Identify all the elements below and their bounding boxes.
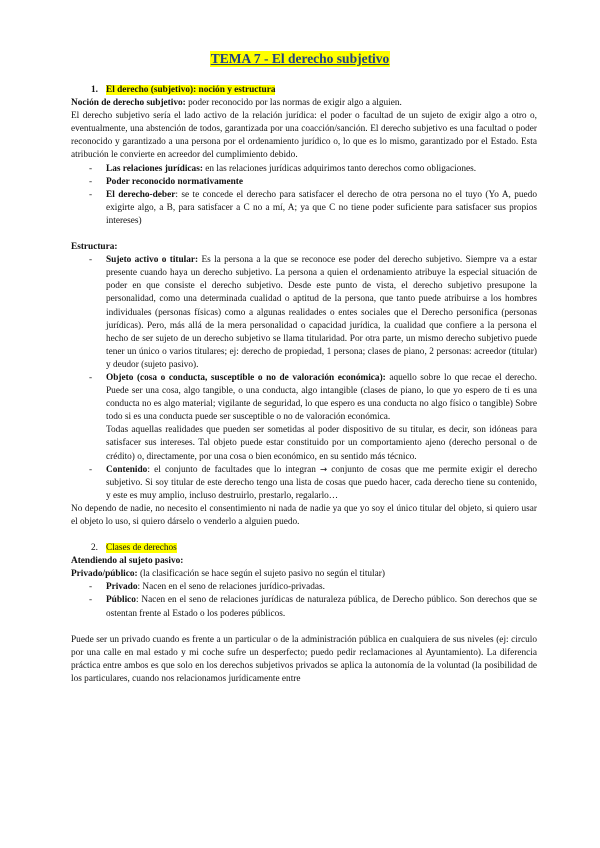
- concept-list: [71, 163, 537, 228]
- section-1-number: 1.: [91, 85, 98, 95]
- list-item-objeto: - Objeto (cosa o conducta, susceptible o no de valoración económica): aquello sobre lo que recae el derecho. Puede ser una cosa, algo tangible, o una conducta, algo intangible (clases de piano, lo que yo espero de ti es una conducta no es algo material; vigilante de seguridad, lo que espero es una conducta no algo físico o tangible) Sobre todo si es una conducta puede ser susceptible o no de valoración económica.: [71, 372, 537, 424]
- spacer: [71, 529, 537, 542]
- paragraph-1: El derecho subjetivo sería el lado activo de la relación jurídica: el poder o facultad de un sujeto de exigir algo a otro o, eventualmente, una abstención de todos, garantizada por una coacción/sanción. El derecho subjetivo es una facultad o poder reconocido y garantizado a una persona por el ordenamiento jurídico o, lo que es lo mismo, garantizado por el Estado. Esta atribución le convierte en acreedor del cumplimiento debido.: [71, 111, 537, 161]
- section-1-title: El derecho (subjetivo): noción y estructura: [106, 85, 276, 95]
- nocion-paragraph: [71, 97, 537, 110]
- atendiendo-label: Atendiendo al sujeto pasivo:: [71, 556, 184, 567]
- list-item: - El derecho-deber: se te concede el derecho para satisfacer el derecho de otra persona no el tuyo (Yo A, puedo exigirte algo, a B, para satisfacer a C no a mí, A; ya que C no tiene poder suficiente para satisfacer sus propios intereses): [71, 189, 537, 228]
- section-1-heading: [91, 84, 537, 97]
- list-item-sujeto: - Sujeto activo o titular: Es la persona a la que se reconoce ese poder del derecho subjetivo. Siempre va a estar presente cuando haya un derecho subjetivo. La persona a quien el ordenamiento atribuye la especial situación de poder en que consiste el derecho subjetivo. Desde este punto de vista, el derecho subjetivo presupone la personalidad, como una determinada cualidad o aptitud de la persona, que tanto puede atribuirse a los hombres individuales (personas físicas) como a algunas realidades o entes sociales que el Derecho personifica (personas jurídicas). Pero, más allá de la mera personalidad o capacidad jurídica, la cualidad que confiere a la persona el hecho de ser sujeto de un derecho subjetivo se llama titularidad. Por otra parte, un mismo derecho subjetivo puede tener un único o varios titulares; ej: derecho de propiedad, 1 persona; clases de piano, 2 personas: acreedor (titular) y deudor (sujeto pasivo).: [71, 254, 537, 372]
- document-title: TEMA 7 - El derecho subjetivo: [210, 51, 390, 66]
- clases-list: [71, 581, 537, 620]
- list-item: - Las relaciones jurídicas: en las relaciones jurídicas adquirimos tanto derechos como obligaciones.: [71, 163, 537, 176]
- section-2-title: Clases de derechos: [106, 543, 177, 554]
- objeto-extra-paragraph: Todas aquellas realidades que pueden ser sometidas al poder dispositivo de su titular, es decir, son idóneas para satisfacer sus intereses. Tal objeto puede estar constituido por un comportamiento ajeno (derecho personal o de crédito) o, directamente, por una cosa o bien económico, en su sentido más técnico.: [106, 425, 537, 462]
- privado-publico-paragraph: Privado/público: (la clasificación se hace según el sujeto pasivo no según el titular): [71, 569, 385, 580]
- paragraph-3: Puede ser un privado cuando es frente a un particular o de la administración pública en cualquiera de sus niveles (ej: circulo por una calle en mal estado y mi coche sufre un desperfecto; puedo pedir reclamaciones al Ayuntamiento). La diferencia práctica entre ambos es que solo en los derechos subjetivos privados se aplica la autonomía de la voluntad (la posibilidad de los particulares, cuando nos relacionamos jurídicamente entre: [71, 634, 537, 684]
- spacer: [71, 621, 537, 634]
- right-arrow-icon: →: [320, 464, 328, 475]
- spacer: [71, 228, 537, 241]
- section-2-heading: [91, 542, 537, 555]
- paragraph-2: No dependo de nadie, no necesito el consentimiento ni nada de nadie ya que yo soy el único titular del objeto, si quiero usar el objeto lo uso, si quiero dárselo o venderlo a alguien puedo.: [71, 503, 537, 527]
- estructura-list: [71, 254, 537, 424]
- estructura-list-2: [71, 464, 537, 503]
- document-body: [71, 84, 537, 686]
- list-item-privado: - Privado: Nacen en el seno de relaciones jurídico-privadas.: [71, 581, 537, 594]
- nocion-label: Noción de derecho subjetivo:: [71, 98, 186, 109]
- section-2-number: 2.: [91, 543, 98, 554]
- list-item-contenido: - Contenido: el conjunto de facultades que lo integran → conjunto de cosas que me permite exigir el derecho subjetivo. Si soy titular de este derecho tengo una lista de cosas que puedo hacer, cada derecho tiene su contenido, y este es muy amplio, incluso destruirlo, prestarlo, regalarlo…: [71, 464, 537, 503]
- estructura-label: Estructura:: [71, 242, 118, 253]
- nocion-text: poder reconocido por las normas de exigir algo a alguien.: [185, 98, 402, 109]
- list-item: - Poder reconocido normativamente: [71, 176, 537, 189]
- title-wrap: [0, 51, 600, 68]
- list-item-publico: - Público: Nacen en el seno de relaciones jurídicas de naturaleza pública, de Derecho público. Son derechos que se ostentan frente al Estado o los poderes públicos.: [71, 594, 537, 620]
